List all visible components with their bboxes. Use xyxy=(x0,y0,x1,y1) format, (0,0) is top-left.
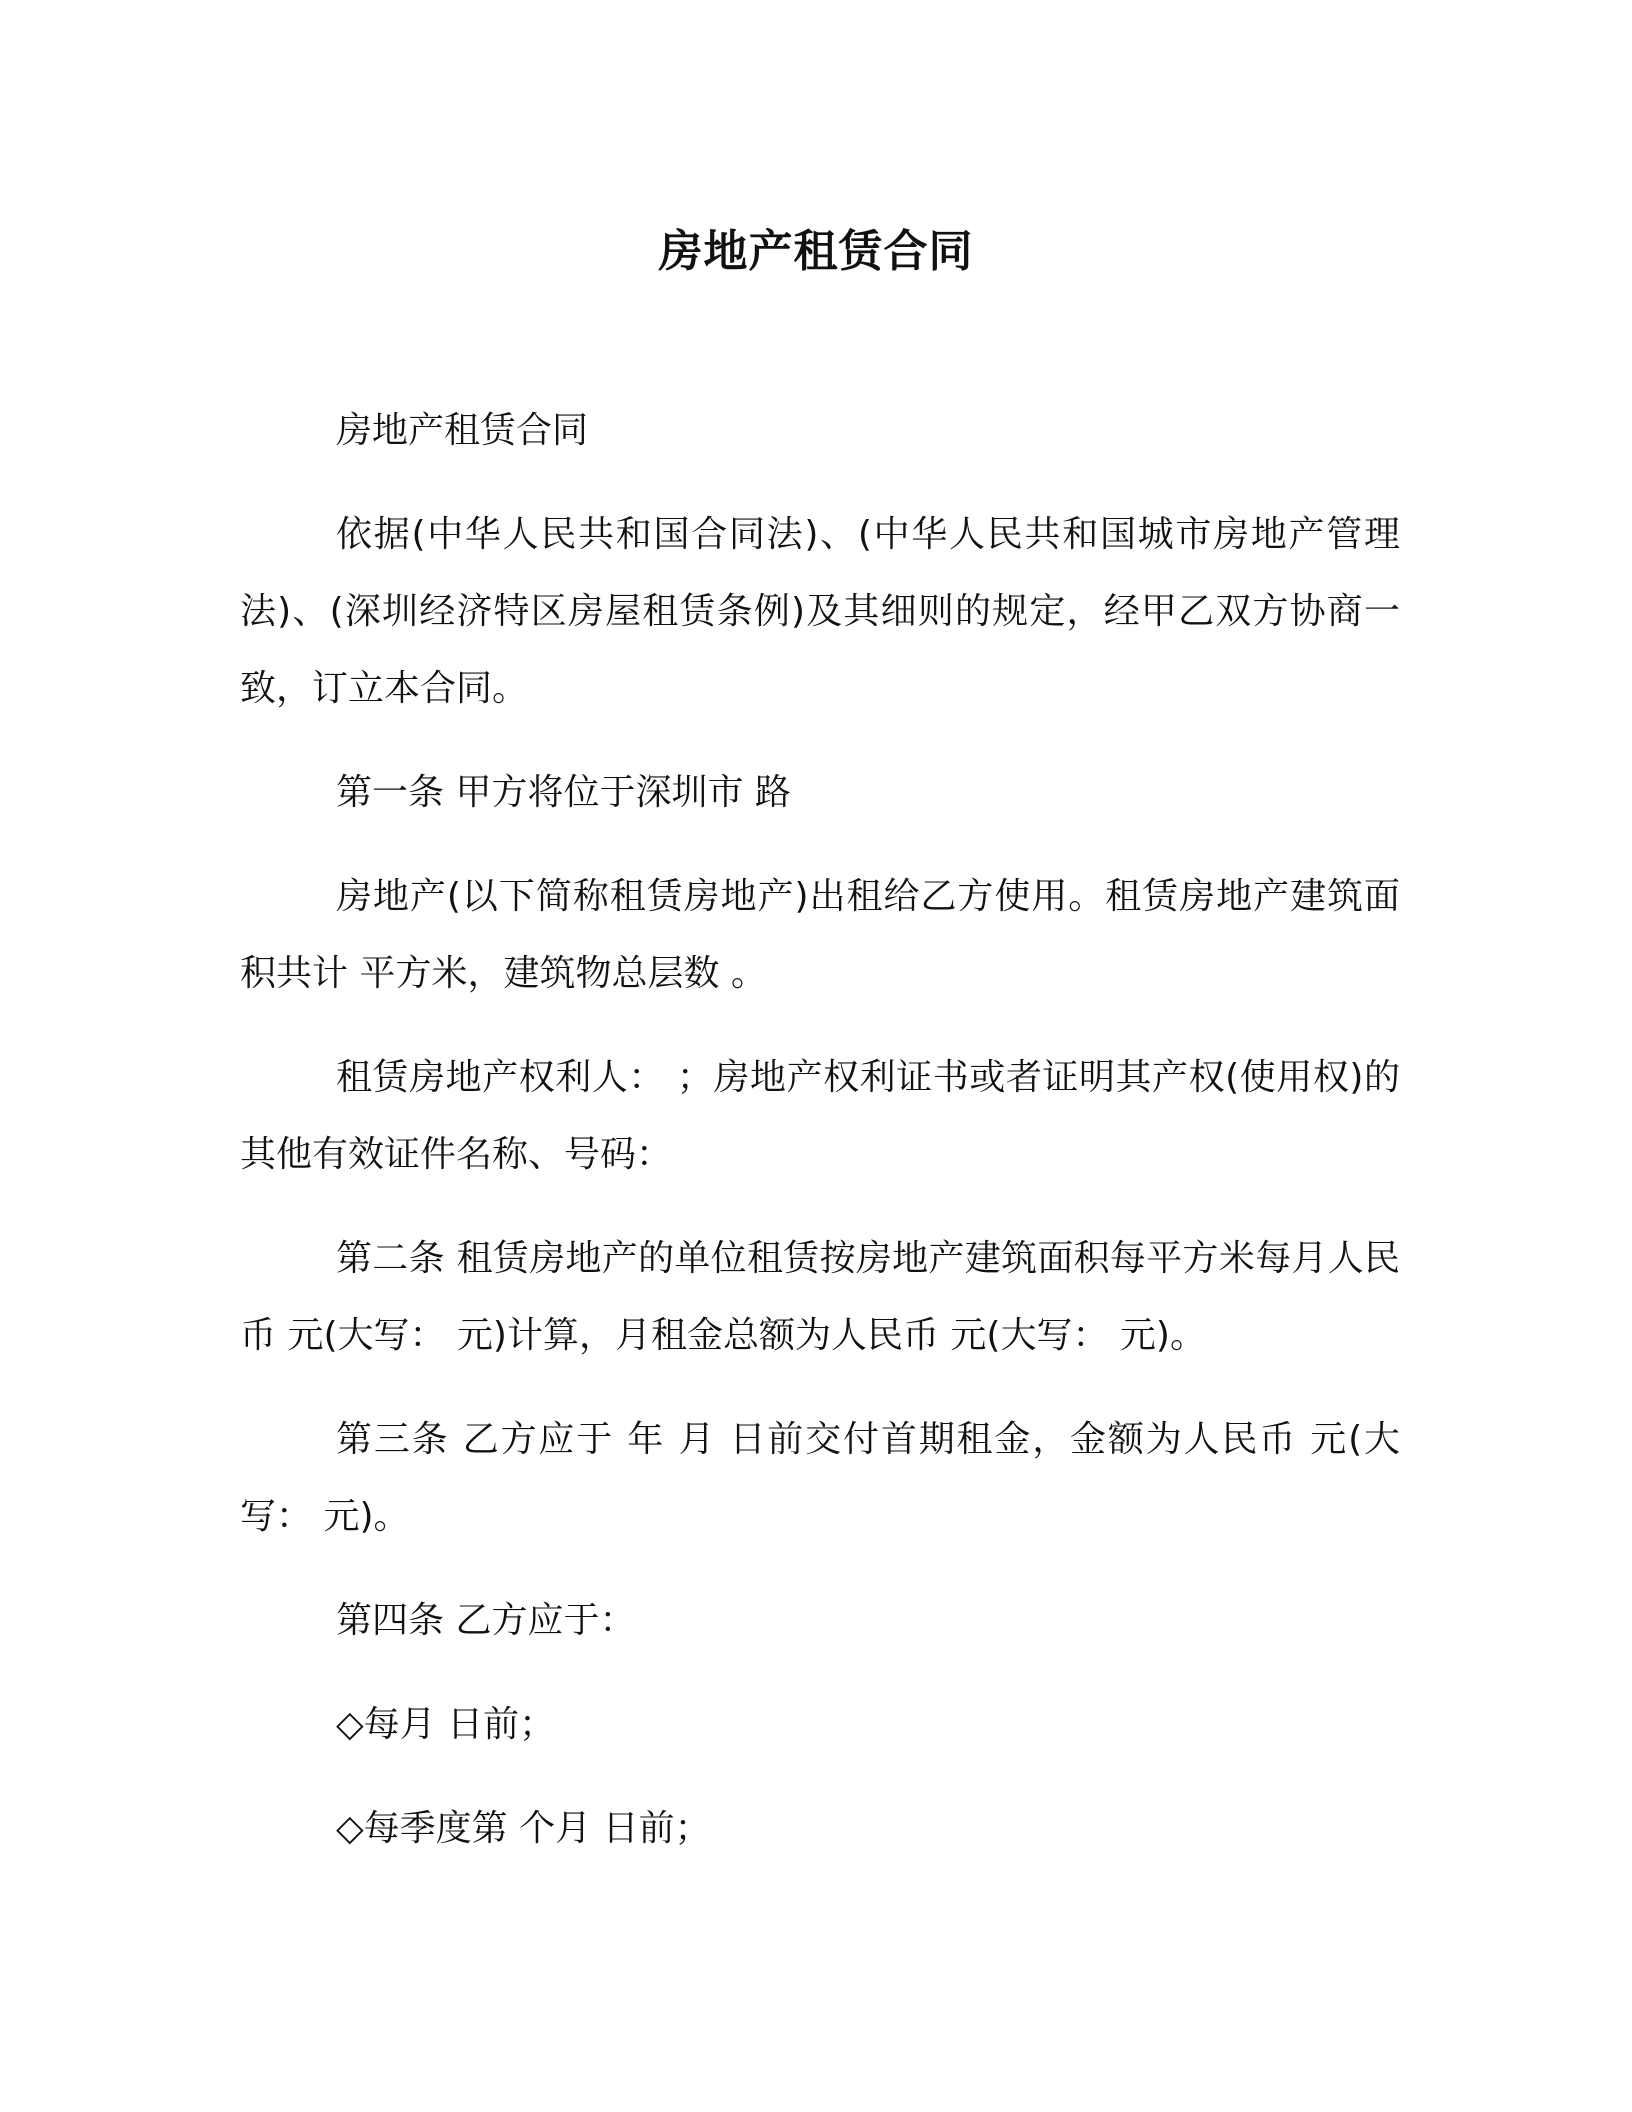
paragraph-option-monthly: ◇每月 日前； xyxy=(336,1704,556,1745)
paragraph-article-1: 第一条 甲方将位于深圳市 路 xyxy=(336,772,791,813)
paragraph-property-area: 房地产(以下简称租赁房地产)出租给乙方使用。租赁房地产建筑面积共计 平方米，建筑物总层数 。 xyxy=(240,876,1400,994)
paragraph-article-3: 第三条 乙方应于 年 月 日前交付首期租金，金额为人民币 元(大写： 元)。 xyxy=(240,1419,1400,1537)
paragraph-preamble: 依据(中华人民共和国合同法)、(中华人民共和国城市房地产管理法)、(深圳经济特区房屋租赁条例)及其细则的规定，经甲乙双方协商一致，订立本合同。 xyxy=(240,514,1400,709)
document-body xyxy=(240,392,1400,1867)
paragraph-article-2: 第二条 租赁房地产的单位租赁按房地产建筑面积每平方米每月人民币 元(大写： 元)计算，月租金总额为人民币 元(大写： 元)。 xyxy=(240,1238,1400,1356)
paragraph-property-owner: 租赁房地产权利人： ；房地产权利证书或者证明其产权(使用权)的其他有效证件名称、号码： xyxy=(240,1057,1400,1175)
paragraph-heading: 房地产租赁合同 xyxy=(336,410,589,451)
paragraph-option-quarterly: ◇每季度第 个月 日前； xyxy=(336,1808,711,1849)
paragraph-article-4: 第四条 乙方应于： xyxy=(336,1600,636,1641)
document-title: 房地产租赁合同 xyxy=(658,226,974,277)
